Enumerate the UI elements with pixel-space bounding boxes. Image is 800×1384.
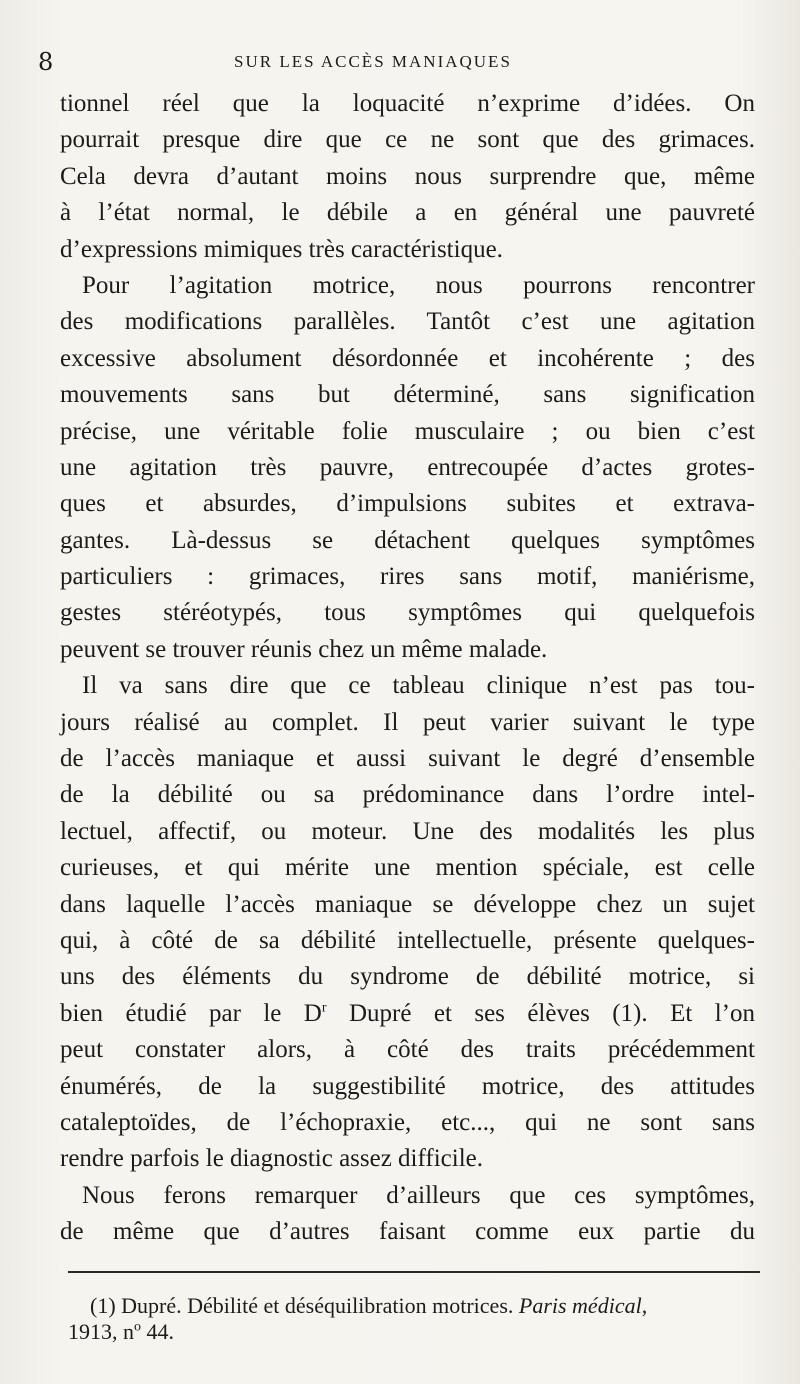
text-line: peuvent se trouver réunis chez un même malade. [60, 635, 548, 663]
footnote-text: Dupré. Débilité et déséquilibration motrices. [115, 1293, 519, 1318]
text-line: tionnel réel que la loquacité n’exprime d’idées. On [60, 90, 755, 117]
page-number: 8 [38, 48, 54, 76]
text-line: dans laquelle l’accès maniaque se développe chez un sujet [60, 890, 755, 918]
footnote-number: 44. [141, 1319, 174, 1344]
text-line: énumérés, de la suggestibilité motrice, des attitudes [60, 1072, 755, 1100]
running-title: SUR LES ACCÈS MANIAQUES [234, 52, 512, 71]
footnote-divider [68, 1271, 760, 1273]
text-line: mouvements sans but déterminé, sans signification [60, 381, 755, 409]
text-line-with-superscript [60, 996, 755, 1032]
line-text-after: Dupré et ses élèves (1). Et l’on [326, 999, 755, 1027]
footnote-line [68, 1293, 758, 1319]
text-line: gantes. Là-dessus se détachent quelques symptômes [60, 526, 755, 554]
paragraph-start-line: Nous ferons remarquer d’ailleurs que ces symptômes, [82, 1181, 755, 1209]
text-line: de même que d’autres faisant comme eux partie du [60, 1218, 755, 1246]
superscript-r: r [321, 1000, 327, 1016]
footnote-marker: (1) [90, 1293, 116, 1318]
body-text [60, 86, 755, 1251]
text-line: excessive absolument désordonnée et incohérente ; des [60, 344, 755, 372]
text-line: uns des éléments du syndrome de débilité motrice, si [60, 963, 755, 991]
text-line: cataleptoïdes, de l’échopraxie, etc..., qui ne sont sans [60, 1108, 755, 1136]
superscript-o: o [134, 1319, 141, 1335]
text-line: une agitation très pauvre, entrecoupée d’actes grotes- [60, 453, 755, 481]
text-line: curieuses, et qui mérite une mention spéciale, est celle [60, 854, 755, 882]
text-line: peut constater alors, à côté des traits précédemment [60, 1036, 755, 1064]
text-line: rendre parfois le diagnostic assez difficile. [60, 1145, 483, 1173]
footnote [68, 1293, 758, 1345]
footnote-punct: , [641, 1293, 648, 1318]
footnote-line [68, 1319, 758, 1345]
text-line: gestes stéréotypés, tous symptômes qui quelquefois [60, 599, 755, 627]
text-line: de la débilité ou sa prédominance dans l’ordre intel- [60, 781, 755, 809]
text-line: lectuel, affectif, ou moteur. Une des modalités les plus [60, 817, 755, 845]
text-line: pourrait presque dire que ce ne sont que des grimaces. [60, 126, 755, 154]
line-text-before: bien étudié par le D [60, 999, 322, 1027]
text-line: précise, une véritable folie musculaire ; ou bien c’est [60, 417, 755, 445]
footnote-year: 1913, n [68, 1319, 134, 1344]
text-line: particuliers : grimaces, rires sans motif, maniérisme, [60, 563, 755, 591]
footnote-journal: Paris médical [518, 1293, 642, 1318]
running-head [38, 48, 768, 76]
text-line: à l’état normal, le débile a en général une pauvreté [60, 199, 755, 227]
paragraph-start-line: Pour l’agitation motrice, nous pourrons rencontrer [82, 271, 755, 299]
text-line: ques et absurdes, d’impulsions subites et extrava- [60, 490, 755, 518]
text-line: des modifications parallèles. Tantôt c’est une agitation [60, 308, 755, 336]
paragraph-start-line: Il va sans dire que ce tableau clinique n’est pas tou- [82, 672, 755, 700]
text-line: qui, à côté de sa débilité intellectuelle, présente quelques- [60, 926, 755, 954]
text-line: Cela devra d’autant moins nous surprendre que, même [60, 162, 755, 190]
text-line: d’expressions mimiques très caractéristique. [60, 235, 503, 263]
text-line: de l’accès maniaque et aussi suivant le degré d’ensemble [60, 745, 755, 773]
text-line: jours réalisé au complet. Il peut varier suivant le type [60, 708, 755, 736]
